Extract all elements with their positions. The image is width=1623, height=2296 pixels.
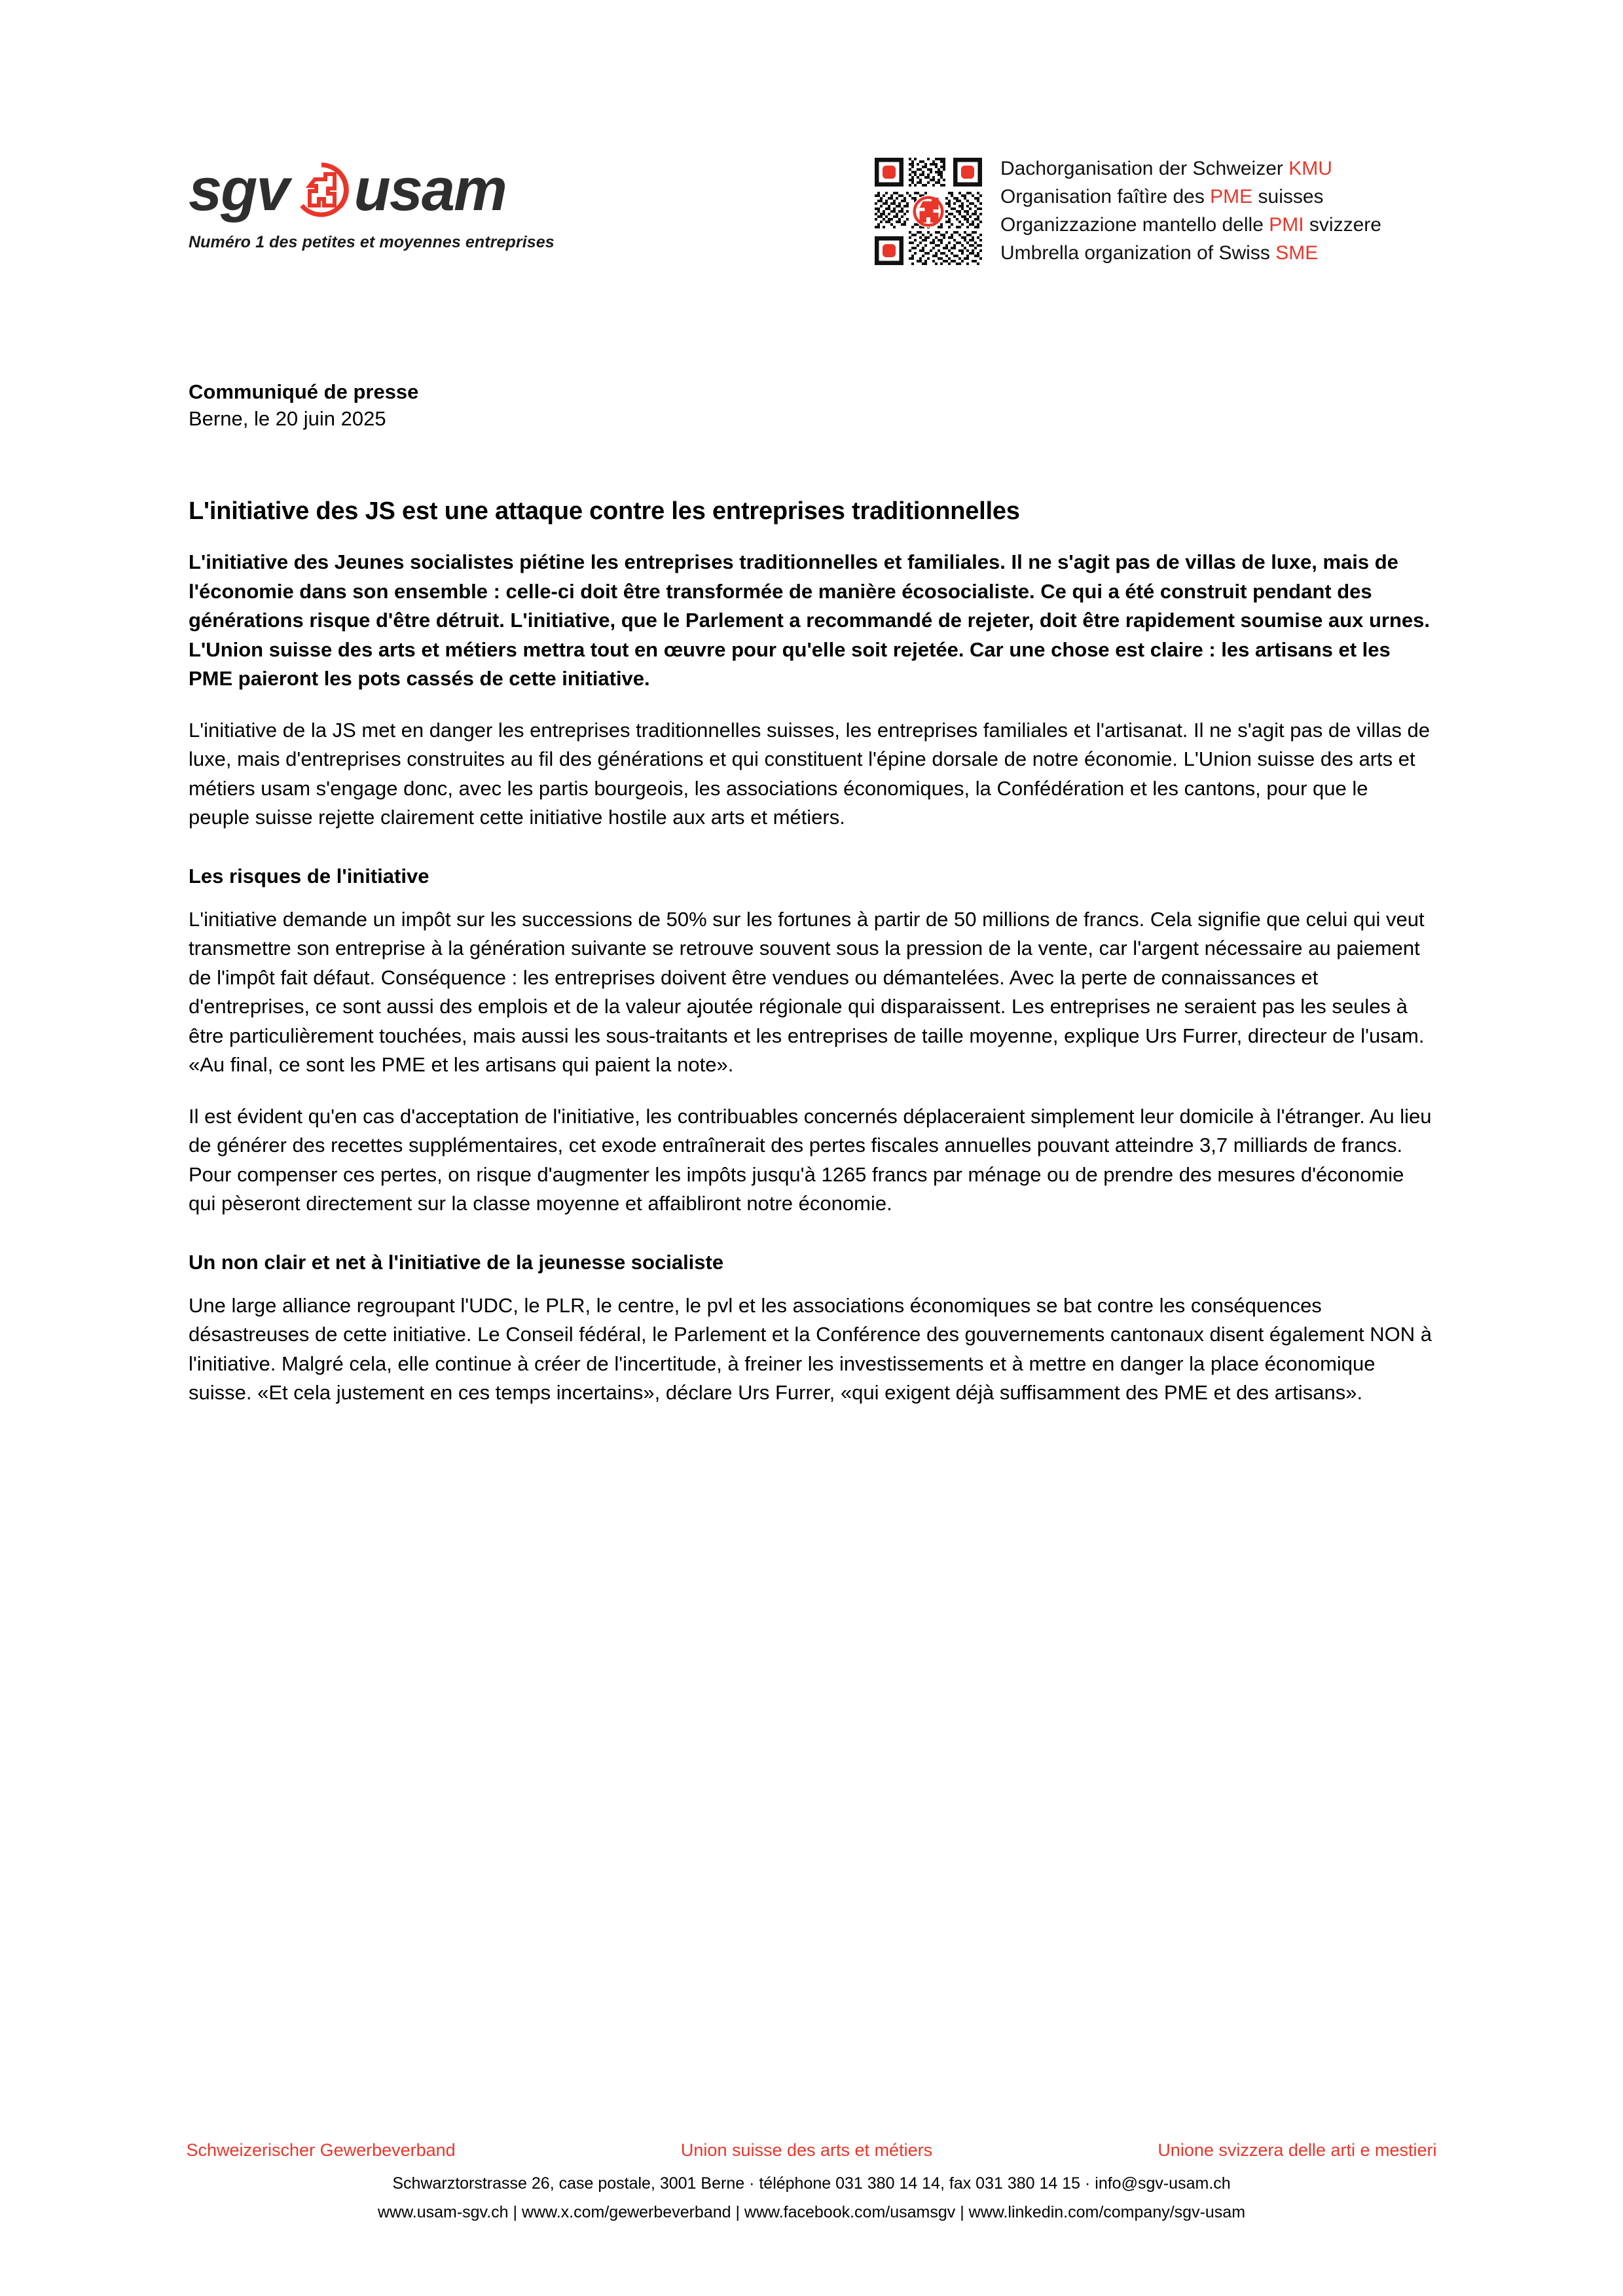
org-descriptor-fr: Organisation faîtìre des PME suisses	[1000, 186, 1324, 207]
document-header	[0, 0, 1623, 308]
document-date: Berne, le 20 juin 2025	[189, 407, 386, 430]
logo-tagline: Numéro 1 des petites et moyennes entreprises	[189, 233, 555, 251]
footer-org-name-fr: Union suisse des arts et métiers	[680, 2140, 933, 2160]
org-descriptor-list	[1000, 154, 1381, 267]
logo-wordmark-sgv: sgv	[189, 156, 289, 223]
page-title: L'initiative des JS est une attaque contre les entreprises traditionnelles	[189, 497, 1020, 525]
section-heading-no-to-initiative: Un non clair et net à l'initiative de la jeunesse socialiste	[189, 1250, 724, 1274]
document-footer	[0, 2139, 1623, 2225]
org-descriptor-de: Dachorganisation der Schweizer KMU	[1000, 158, 1332, 179]
body-paragraph-1: L'initiative de la JS met en danger les entreprises traditionnelles suisses, les entreprises familiales et l'artisanat. Il ne s'agit pas de villas de luxe, mais d'entreprises construites au fil des générations et qui constituent l'épine dorsale de notre économie. L'Union suisse des arts et métiers usam s'engage donc, avec les partis bourgeois, les associations économiques, la Confédération et les cantons, pour que le peuple suisse rejette clairement cette initiative hostile aux arts et métiers.	[189, 718, 1430, 829]
logo-wordmark	[189, 157, 608, 223]
swiss-cross-circle-icon	[293, 161, 350, 219]
document-body	[189, 378, 1432, 1408]
footer-org-names	[187, 2139, 1437, 2161]
org-descriptor-en: Umbrella organization of Swiss SME	[1000, 242, 1319, 264]
footer-org-name-it: Unione svizzera delle arti e mestieri	[1158, 2140, 1437, 2160]
section-heading-risks: Les risques de l'initiative	[189, 864, 429, 888]
org-descriptor-it: Organizzazione mantello delle PMI svizzere	[1000, 214, 1381, 236]
lead-paragraph: L'initiative des Jeunes socialistes piétine les entreprises traditionnelles et familiales. Il ne s'agit pas de villas de luxe, mais de l'économie dans son ensemble : celle-ci doit être transformée de manière écosocialiste. Ce qui a été construit pendant des générations risque d'être détruit. L'initiative, que le Parlement a recommandé de rejeter, doit être rapidement soumise aux urnes. L'Union suisse des arts et métiers mettra tout en œuvre pour qu'elle soit rejetée. Car une chose est claire : les artisans et les PME paieront les pots cassés de cette initiative.	[189, 550, 1430, 690]
logo-wordmark-usam: usam	[354, 156, 506, 223]
footer-links: www.usam-sgv.ch | www.x.com/gewerbeverband | www.facebook.com/usamsgv | www.linkedin.com/company/sgv-usam	[377, 2203, 1246, 2221]
footer-org-name-de: Schweizerischer Gewerbeverband	[186, 2140, 456, 2160]
body-paragraph-4: Une large alliance regroupant l'UDC, le PLR, le centre, le pvl et les associations économiques se bat contre les conséquences désastreuses de cette initiative. Le Conseil fédéral, le Parlement et la Conférence des gouvernements cantonaux disent également NON à l'initiative. Malgré cela, elle continue à créer de l'incertitude, à freiner les investissements et à mettre en danger la place économique suisse. «Et cela justement en ces temps incertains», déclare Urs Furrer, «qui exigent déjà suffisamment des PME et des artisans».	[189, 1293, 1432, 1404]
usam-logo	[189, 157, 608, 252]
qr-code-icon	[872, 155, 985, 268]
footer-address: Schwarztorstrasse 26, case postale, 3001 Berne · téléphone 031 380 14 14, fax 031 380 14 15 · info@sgv-usam.ch	[392, 2174, 1231, 2193]
body-paragraph-3: Il est évident qu'en cas d'acceptation de l'initiative, les contribuables concernés déplaceraient simplement leur domicile à l'étranger. Au lieu de générer des recettes supplémentaires, cet exode entraînerait des pertes fiscales annuelles pouvant atteindre 3,7 milliards de francs. Pour compenser ces pertes, on risque d'augmenter les impôts jusqu'à 1265 francs par ménage ou de prendre des mesures d'économie qui pèseront directement sur la classe moyenne et affaibliront notre économie.	[189, 1104, 1432, 1215]
body-paragraph-2: L'initiative demande un impôt sur les successions de 50% sur les fortunes à partir de 50 millions de francs. Cela signifie que celui qui veut transmettre son entreprise à la génération suivante se retrouve souvent sous la pression de la vente, car l'argent nécessaire au paiement de l'impôt fait défaut. Conséquence : les entreprises doivent être vendues ou démantelées. Avec la perte de connaissances et d'entreprises, ce sont aussi des emplois et de la valeur ajoutée régionale qui disparaissent. Les entreprises ne seraient pas les seules à être particulièrement touchées, mais aussi les sous-traitants et les entreprises de taille moyenne, explique Urs Furrer, directeur de l'usam. «Au final, ce sont les PME et les artisans qui paient la note».	[189, 907, 1425, 1076]
document-kicker: Communiqué de presse	[189, 380, 419, 403]
